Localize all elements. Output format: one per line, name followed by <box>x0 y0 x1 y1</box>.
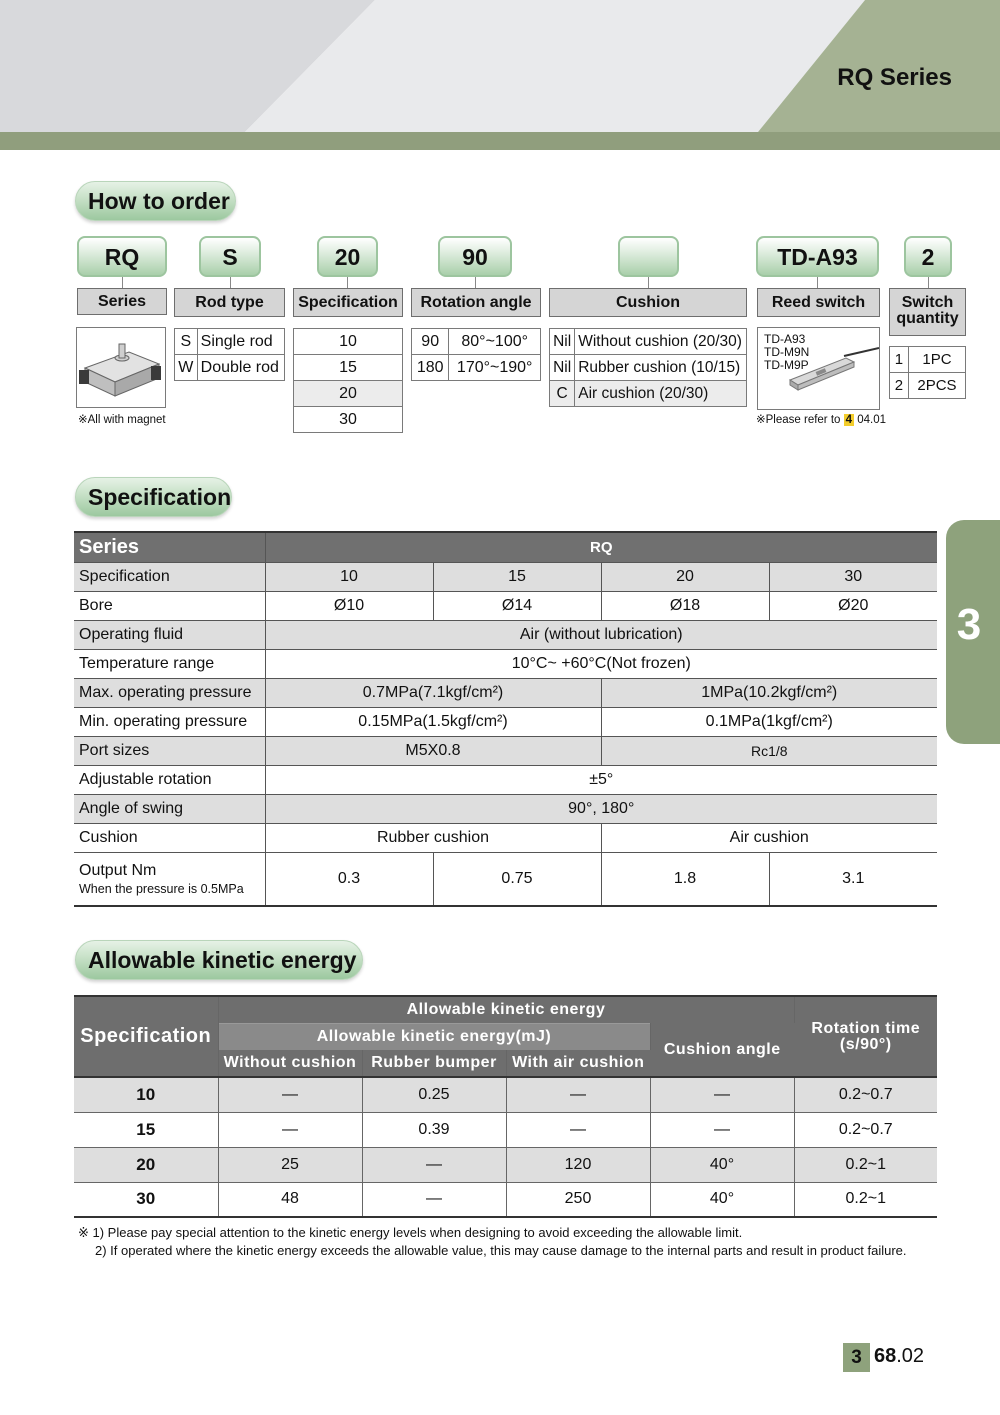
row-label <box>74 852 265 906</box>
air-cushion-header: With air cushion <box>506 1050 650 1077</box>
cell: Ø18 <box>601 591 769 620</box>
option-code: S <box>175 329 198 355</box>
table-row <box>74 620 937 649</box>
option-code: Nil <box>550 355 575 381</box>
row-label-sub: When the pressure is 0.5MPa <box>79 881 244 896</box>
table-row <box>74 852 937 906</box>
cell: 48 <box>218 1182 362 1217</box>
cell: 250 <box>506 1182 650 1217</box>
cell-spec: 30 <box>74 1182 218 1217</box>
table-header-row <box>74 996 937 1023</box>
series-value: RQ <box>265 532 937 562</box>
table-row <box>74 1147 937 1182</box>
order-code-reed-switch: TD-A93 <box>756 236 879 277</box>
cushion-angle-header: Cushion angle <box>650 1023 794 1077</box>
option-row <box>412 329 541 355</box>
category-label-switch-quantity <box>889 288 966 336</box>
option-row <box>890 347 966 373</box>
cell: 1MPa(10.2kgf/cm²) <box>601 678 937 707</box>
order-code-specification: 20 <box>317 236 378 277</box>
row-label: Temperature range <box>74 649 265 678</box>
chapter-side-tab <box>946 520 1000 744</box>
category-label-series: Series <box>77 288 167 315</box>
order-code-switch-quantity: 2 <box>904 236 952 277</box>
cell: 25 <box>218 1147 362 1182</box>
cell-spec: 20 <box>74 1147 218 1182</box>
rotation-time-header-line2: (s/90°) <box>839 1035 892 1053</box>
category-label-rotation-angle: Rotation angle <box>411 288 541 317</box>
row-label: Bore <box>74 591 265 620</box>
category-label-rod-type: Rod type <box>174 288 285 317</box>
cell: 0.7MPa(7.1kgf/cm²) <box>265 678 601 707</box>
table-row <box>74 1077 937 1112</box>
row-label: Max. operating pressure <box>74 678 265 707</box>
cell: 0.2~1 <box>794 1182 937 1217</box>
option-row <box>175 355 285 381</box>
option-label: Single rod <box>197 329 284 355</box>
table-row <box>74 1182 937 1217</box>
table-row <box>74 736 937 765</box>
option-label: Without cushion (20/30) <box>575 329 747 355</box>
cell: 0.2~0.7 <box>794 1112 937 1147</box>
cell: Ø20 <box>769 591 937 620</box>
series-header: Series <box>74 532 265 562</box>
section-heading-kinetic-energy: Allowable kinetic energy <box>75 940 363 980</box>
section-heading-how-to-order: How to order <box>75 181 236 221</box>
option-row <box>294 329 403 355</box>
reed-note-page: 04.01 <box>857 414 887 426</box>
row-label: Adjustable rotation <box>74 765 265 794</box>
table-row <box>74 823 937 852</box>
option-code: 180 <box>412 355 449 381</box>
cell: Air (without lubrication) <box>265 620 937 649</box>
specification-options <box>293 328 403 433</box>
rod-type-options <box>174 328 285 381</box>
page-number-main: 68 <box>874 1345 897 1367</box>
switch-quantity-options <box>889 346 966 399</box>
specification-header: Specification <box>74 996 218 1077</box>
rotation-time-header-line1: Rotation time <box>811 1019 921 1037</box>
option-row <box>294 381 403 407</box>
option-code: 2 <box>890 373 909 399</box>
option-label: 1PC <box>908 347 965 373</box>
table-row <box>74 591 937 620</box>
row-label: Specification <box>74 562 265 591</box>
cell: 0.1MPa(1kgf/cm²) <box>601 707 937 736</box>
rubber-bumper-header: Rubber bumper <box>362 1050 506 1077</box>
cell: Ø14 <box>433 591 601 620</box>
cell: Rubber cushion <box>265 823 601 852</box>
option-row <box>294 355 403 381</box>
row-label: Angle of swing <box>74 794 265 823</box>
reed-switch-image <box>758 328 879 409</box>
option-code: W <box>175 355 198 381</box>
option-code: Nil <box>550 329 575 355</box>
option-row <box>550 355 747 381</box>
cell: 30 <box>769 562 937 591</box>
page-number <box>874 1345 924 1368</box>
rotary-actuator-image <box>77 328 165 407</box>
option-row <box>890 373 966 399</box>
category-label-reed-switch: Reed switch <box>757 288 880 317</box>
table-row <box>74 707 937 736</box>
cell: 15 <box>433 562 601 591</box>
row-label-main: Output Nm <box>79 861 157 879</box>
category-label-specification: Specification <box>293 288 403 317</box>
cell-spec: 10 <box>74 1077 218 1112</box>
section-heading-specification: Specification <box>75 477 232 517</box>
option-label: Air cushion (20/30) <box>575 381 747 407</box>
reed-switch-box <box>757 327 880 410</box>
product-image-box <box>76 327 166 408</box>
cell: M5X0.8 <box>265 736 601 765</box>
reed-switch-model: TD-A93 <box>764 332 806 346</box>
option-value: 15 <box>294 355 403 381</box>
option-value: 20 <box>294 381 403 407</box>
cell: Rc1/8 <box>601 736 937 765</box>
category-label-switch-quantity-line2: quantity <box>896 310 959 327</box>
row-label: Port sizes <box>74 736 265 765</box>
page-number-sub: .02 <box>896 1345 925 1367</box>
row-label: Min. operating pressure <box>74 707 265 736</box>
reed-note-chapter-chip: 4 <box>845 414 853 426</box>
reed-switch-note <box>756 412 886 426</box>
cell: 1.8 <box>601 852 769 906</box>
table-row <box>74 794 937 823</box>
kinetic-energy-table <box>74 995 937 1218</box>
cell: 20 <box>601 562 769 591</box>
option-value: 10 <box>294 329 403 355</box>
cell: 40° <box>650 1147 794 1182</box>
cell: — <box>218 1077 362 1112</box>
cell-spec: 15 <box>74 1112 218 1147</box>
kinetic-note-1: ※ 1) Please pay special attention to the kinetic energy levels when designing to avoid exceeding the allowable limit. <box>78 1225 743 1240</box>
option-row <box>550 329 747 355</box>
option-value: 30 <box>294 407 403 433</box>
row-label: Cushion <box>74 823 265 852</box>
cell: Air cushion <box>601 823 937 852</box>
table-row <box>74 649 937 678</box>
cell: 0.2~1 <box>794 1147 937 1182</box>
category-label-cushion: Cushion <box>549 288 747 317</box>
order-code-cushion <box>618 236 679 277</box>
option-row <box>550 381 747 407</box>
without-cushion-header: Without cushion <box>218 1050 362 1077</box>
cell: — <box>506 1112 650 1147</box>
allowable-energy-mj-header: Allowable kinetic energy(mJ) <box>218 1023 650 1050</box>
option-row <box>175 329 285 355</box>
chapter-number: 3 <box>956 600 982 649</box>
option-label: 2PCS <box>908 373 965 399</box>
series-note: ※All with magnet <box>78 414 166 426</box>
cell: — <box>362 1182 506 1217</box>
cell: — <box>650 1077 794 1112</box>
option-label: Rubber cushion (10/15) <box>575 355 747 381</box>
reed-switch-model: TD-M9P <box>764 358 809 372</box>
cell: 120 <box>506 1147 650 1182</box>
order-code-rod-type: S <box>199 236 261 277</box>
order-code-series: RQ <box>77 236 167 277</box>
table-row <box>74 562 937 591</box>
table-row <box>74 1112 937 1147</box>
option-code: 90 <box>412 329 449 355</box>
cell: — <box>650 1112 794 1147</box>
series-title: RQ Series <box>837 64 952 91</box>
cell: 10°C~ +60°C(Not frozen) <box>265 649 937 678</box>
cell: — <box>218 1112 362 1147</box>
option-label: Double rod <box>197 355 284 381</box>
cell: 0.2~0.7 <box>794 1077 937 1112</box>
cell: — <box>506 1077 650 1112</box>
cell: 10 <box>265 562 433 591</box>
cell: 0.3 <box>265 852 433 906</box>
page-chapter-chip: 3 <box>843 1343 870 1372</box>
option-code: C <box>550 381 575 407</box>
cell: ±5° <box>265 765 937 794</box>
option-row <box>294 407 403 433</box>
category-label-switch-quantity-line1: Switch <box>901 294 954 311</box>
cell: 40° <box>650 1182 794 1217</box>
cell: Ø10 <box>265 591 433 620</box>
rotation-angle-options <box>411 328 541 381</box>
cell: 0.25 <box>362 1077 506 1112</box>
row-label: Operating fluid <box>74 620 265 649</box>
specification-table <box>74 531 937 907</box>
option-label: 170°~190° <box>449 355 541 381</box>
option-code: 1 <box>890 347 909 373</box>
order-code-rotation-angle: 90 <box>438 236 512 277</box>
cell: 0.39 <box>362 1112 506 1147</box>
cell: 3.1 <box>769 852 937 906</box>
cell: — <box>362 1147 506 1182</box>
table-row <box>74 678 937 707</box>
table-header-row <box>74 532 937 562</box>
kinetic-note-2: 2) If operated where the kinetic energy exceeds the allowable value, this may cause damage to the internal parts and result in product failure. <box>95 1243 907 1258</box>
cell: 0.15MPa(1.5kgf/cm²) <box>265 707 601 736</box>
option-row <box>412 355 541 381</box>
option-label: 80°~100° <box>449 329 541 355</box>
cell: 0.75 <box>433 852 601 906</box>
table-row <box>74 765 937 794</box>
cushion-options <box>549 328 747 407</box>
allowable-energy-header: Allowable kinetic energy <box>218 996 794 1023</box>
reed-switch-model: TD-M9N <box>764 345 810 359</box>
rotation-time-header <box>794 996 937 1077</box>
reed-note-prefix: ※Please refer to <box>756 414 841 426</box>
cell: 90°, 180° <box>265 794 937 823</box>
